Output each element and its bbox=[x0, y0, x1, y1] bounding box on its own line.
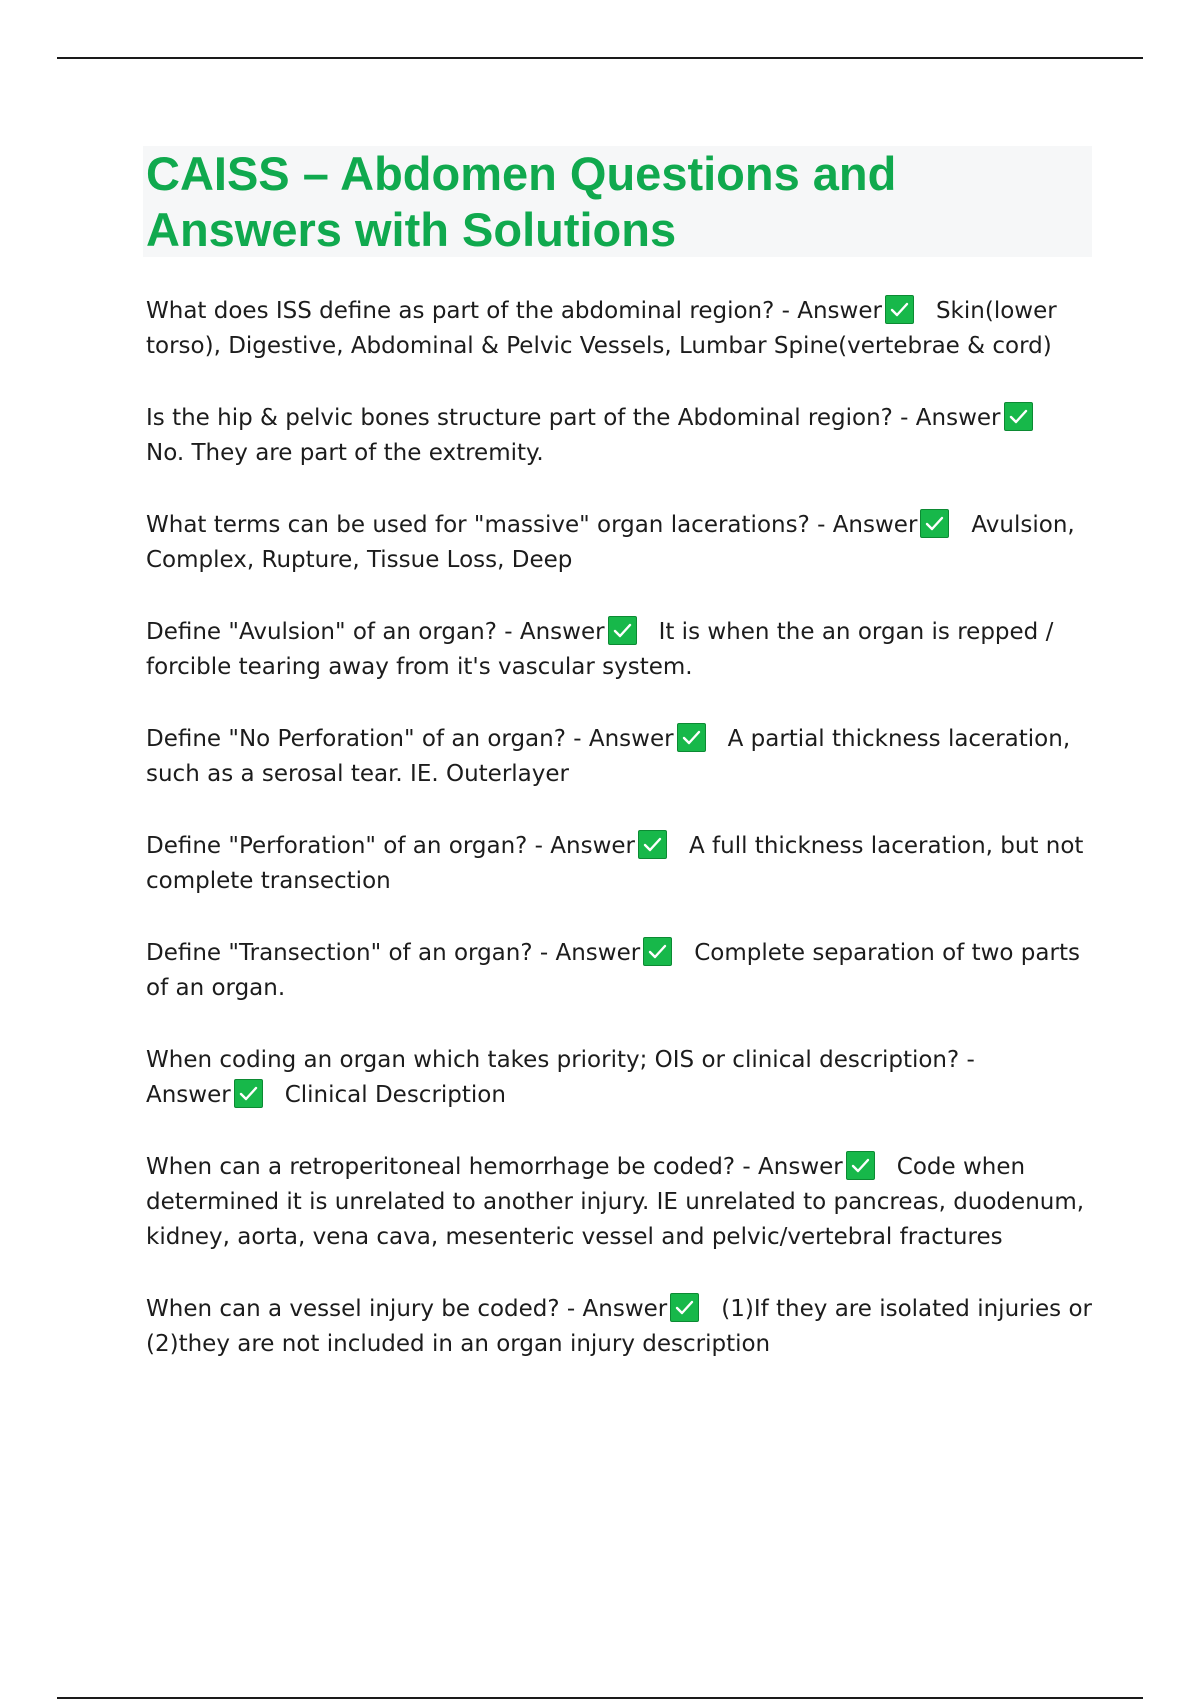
document-title: CAISS – Abdomen Questions and Answers with Solutions bbox=[146, 147, 897, 256]
answer-label: Answer bbox=[797, 298, 882, 324]
checkmark-box-icon bbox=[608, 616, 637, 645]
qa-item bbox=[146, 508, 1096, 578]
title-banner bbox=[143, 146, 1092, 257]
checkmark-box-icon bbox=[920, 509, 949, 538]
qa-item bbox=[146, 1292, 1096, 1362]
qa-item bbox=[146, 722, 1096, 792]
question-text: When can a retroperitoneal hemorrhage be coded? - bbox=[146, 1154, 759, 1180]
answer-text: Clinical Description bbox=[284, 1082, 506, 1108]
answer-text: Avulsion, Complex, Rupture, Tissue Loss, Deep bbox=[146, 512, 1075, 573]
answer-label: Answer bbox=[915, 405, 1001, 431]
answer-label: Answer bbox=[550, 833, 635, 859]
checkmark-box-icon bbox=[638, 830, 667, 859]
qa-item bbox=[146, 1150, 1096, 1255]
answer-text: Complete separation of two parts of an organ. bbox=[146, 940, 1080, 1001]
answer-label: Answer bbox=[582, 1296, 668, 1322]
answer-label: Answer bbox=[555, 940, 641, 966]
checkmark-box-icon bbox=[677, 723, 706, 752]
answer-text: It is when the an organ is repped / forcible tearing away from it's vascular system. bbox=[146, 619, 1054, 680]
qa-list bbox=[146, 294, 1096, 1399]
question-text: When can a vessel injury be coded? - bbox=[146, 1296, 583, 1322]
answer-label: Answer bbox=[519, 619, 605, 645]
qa-item bbox=[146, 615, 1096, 685]
header-rule bbox=[57, 57, 1143, 59]
checkmark-box-icon bbox=[643, 937, 672, 966]
checkmark-box-icon bbox=[234, 1079, 263, 1108]
answer-text: Skin(lower torso), Digestive, Abdominal & Pelvic Vessels, Lumbar Spine(vertebrae & cord) bbox=[146, 298, 1057, 359]
question-text: When coding an organ which takes priority; OIS or clinical description? - bbox=[146, 1047, 975, 1073]
qa-item bbox=[146, 936, 1096, 1006]
answer-text: No. They are part of the extremity. bbox=[146, 440, 544, 466]
answer-text: Code when determined it is unrelated to another injury. IE unrelated to pancreas, duodenum, kidney, aorta, vena cava, mesenteric vessel and pelvic/vertebral fractures bbox=[146, 1154, 1085, 1250]
answer-label: Answer bbox=[146, 1082, 231, 1108]
question-text: What terms can be used for "massive" organ lacerations? - bbox=[146, 512, 833, 538]
question-text: Define "Perforation" of an organ? - bbox=[146, 833, 551, 859]
checkmark-box-icon bbox=[846, 1151, 875, 1180]
checkmark-box-icon bbox=[885, 295, 914, 324]
question-text: Is the hip & pelvic bones structure part of the Abdominal region? - bbox=[146, 405, 916, 431]
answer-label: Answer bbox=[758, 1154, 843, 1180]
qa-item bbox=[146, 829, 1096, 899]
question-text: Define "Transection" of an organ? - bbox=[146, 940, 556, 966]
answer-text: (1)If they are isolated injuries or (2)they are not included in an organ injury description bbox=[146, 1296, 1092, 1357]
answer-label: Answer bbox=[832, 512, 918, 538]
checkmark-box-icon bbox=[1004, 402, 1033, 431]
qa-item bbox=[146, 294, 1096, 364]
qa-item bbox=[146, 401, 1096, 471]
checkmark-box-icon bbox=[670, 1293, 699, 1322]
question-text: Define "No Perforation" of an organ? - bbox=[146, 726, 589, 752]
answer-label: Answer bbox=[588, 726, 674, 752]
qa-item bbox=[146, 1043, 1096, 1113]
answer-text: A partial thickness laceration, such as a serosal tear. IE. Outerlayer bbox=[146, 726, 1071, 787]
question-text: Define "Avulsion" of an organ? - bbox=[146, 619, 520, 645]
question-text: What does ISS define as part of the abdominal region? - bbox=[146, 298, 798, 324]
answer-text: A full thickness laceration, but not complete transection bbox=[146, 833, 1084, 894]
footer-rule bbox=[57, 1697, 1143, 1699]
